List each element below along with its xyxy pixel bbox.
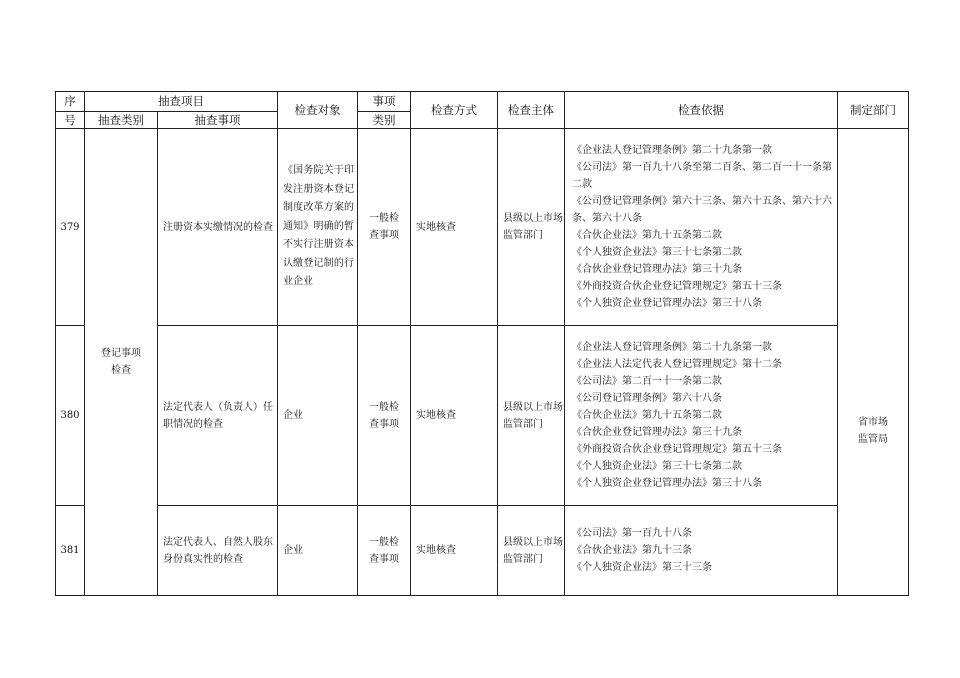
basis-line: 《合伙企业登记管理办法》第三十九条 [572, 427, 742, 438]
row-item-type-text: 一般检查事项 [369, 536, 399, 565]
basis-line: 《个人独资企业法》第三十七条第二款 [572, 461, 742, 472]
table-row [56, 326, 909, 506]
group-category-text: 登记事项检查 [101, 348, 141, 376]
row-item-type [358, 326, 411, 506]
row-subject [498, 129, 565, 326]
group-dept-text: 省市场监管局 [858, 417, 888, 445]
basis-line: 《个人独资企业法》第三十三条 [572, 562, 712, 573]
row-seq: 380 [56, 326, 85, 506]
basis-line: 《合伙企业法》第九十三条 [572, 545, 692, 556]
basis-line: 《外商投资合伙企业登记管理规定》第五十三条 [572, 281, 782, 292]
basis-line: 《企业法人法定代表人登记管理规定》第十二条 [572, 359, 782, 370]
header-item: 抽查事项 [158, 112, 278, 129]
header-method: 检查方式 [411, 92, 498, 129]
row-item-type [358, 506, 411, 596]
row-basis [565, 506, 838, 596]
basis-line: 《企业法人登记管理条例》第二十九条第一款 [572, 342, 772, 353]
basis-line: 《外商投资合伙企业登记管理规定》第五十三条 [572, 444, 782, 455]
row-method: 实地核查 [411, 506, 498, 596]
row-item-type-text: 一般检查事项 [369, 401, 399, 430]
basis-line: 《公司法》第二百一十一条第二款 [572, 376, 722, 387]
basis-line: 《企业法人登记管理条例》第二十九条第一款 [572, 145, 772, 156]
row-method: 实地核查 [411, 326, 498, 506]
header-dept: 制定部门 [838, 92, 909, 129]
basis-line: 《个人独资企业登记管理办法》第三十八条 [572, 298, 762, 309]
row-seq: 379 [56, 129, 85, 326]
header-seq-bottom: 号 [56, 112, 85, 129]
row-item-type-text: 一般检查事项 [369, 213, 399, 241]
basis-line: 《合伙企业法》第九十五条第二款 [572, 230, 722, 241]
table-row [56, 506, 909, 596]
row-item: 法定代表人（负责人）任职情况的检查 [158, 326, 278, 506]
row-object: 企业 [278, 326, 358, 506]
row-object: 《国务院关于印发注册资本登记制度改革方案的通知》明确的暂不实行注册资本认缴登记制的行业企业 [278, 129, 358, 326]
basis-line: 《公司法》第一百九十八条 [572, 528, 692, 539]
basis-line: 《合伙企业法》第九十五条第二款 [572, 410, 722, 421]
row-item-type [358, 129, 411, 326]
header-project: 抽查项目 [85, 92, 278, 112]
row-basis [565, 129, 838, 326]
basis-line: 《个人独资企业登记管理办法》第三十八条 [572, 478, 762, 489]
row-subject [498, 506, 565, 596]
row-subject-text: 县级以上市场监管部门 [503, 401, 563, 430]
header-seq: 序 [56, 92, 85, 112]
table-row [56, 129, 909, 326]
group-category [85, 129, 158, 596]
header-item-type-bottom: 类别 [358, 112, 411, 129]
basis-line: 《公司登记管理条例》第六十三条、第六十五条、第六十六条、第六十八条 [572, 196, 832, 224]
header-basis: 检查依据 [565, 92, 838, 129]
basis-line: 《合伙企业登记管理办法》第三十九条 [572, 264, 742, 275]
row-subject-text: 县级以上市场监管部门 [503, 213, 563, 241]
row-item: 法定代表人、自然人股东身份真实性的检查 [158, 506, 278, 596]
basis-line: 《公司登记管理条例》第六十八条 [572, 393, 722, 404]
row-object: 企业 [278, 506, 358, 596]
row-subject-text: 县级以上市场监管部门 [503, 536, 563, 565]
row-subject [498, 326, 565, 506]
header-item-type-top: 事项 [358, 92, 411, 112]
row-seq: 381 [56, 506, 85, 596]
header-category: 抽查类别 [85, 112, 158, 129]
row-item: 注册资本实缴情况的检查 [158, 129, 278, 326]
inspection-table [55, 91, 909, 596]
row-method: 实地核查 [411, 129, 498, 326]
basis-line: 《个人独资企业法》第三十七条第二款 [572, 247, 742, 258]
group-dept [838, 129, 909, 596]
header-subject: 检查主体 [498, 92, 565, 129]
row-basis [565, 326, 838, 506]
basis-line: 《公司法》第一百九十八条至第二百条、第二百一十一条第二款 [572, 162, 832, 190]
header-object: 检查对象 [278, 92, 358, 129]
